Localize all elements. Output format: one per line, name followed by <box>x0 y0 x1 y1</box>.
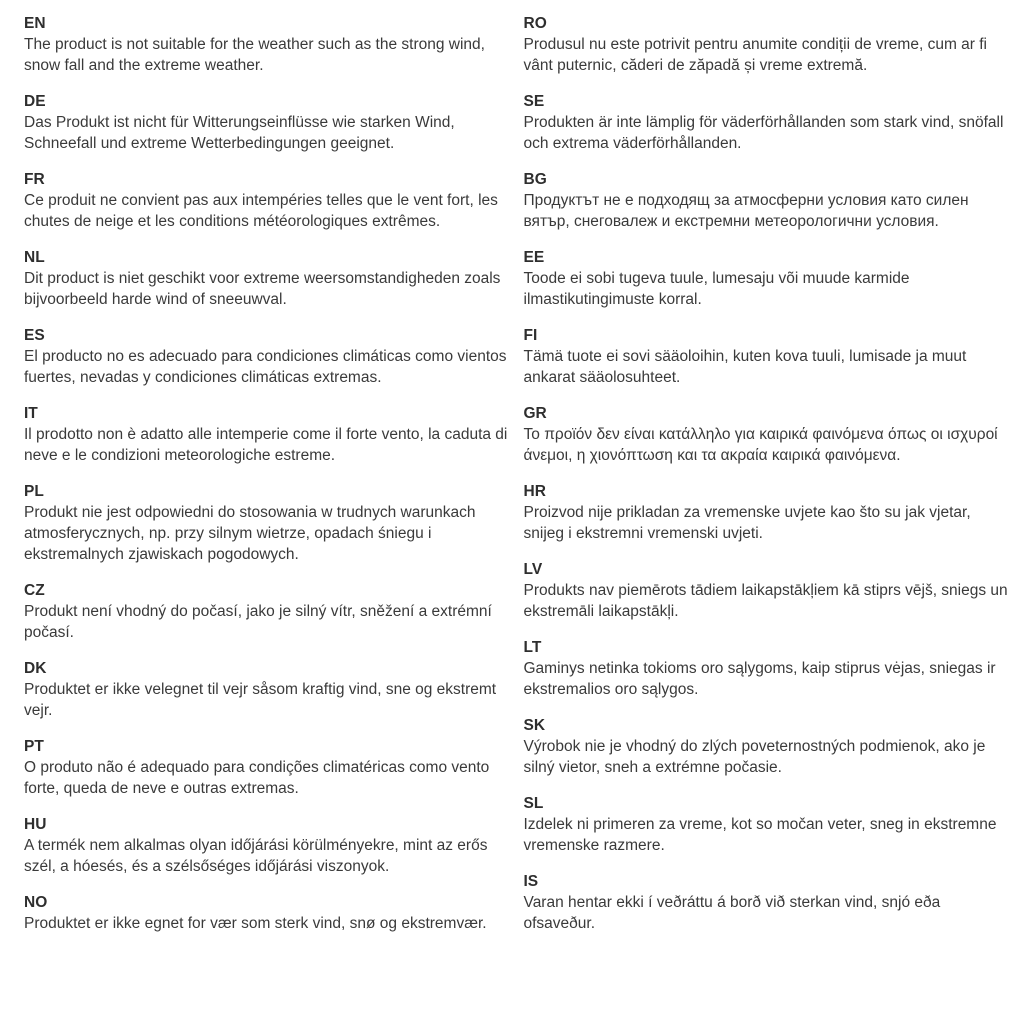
lang-text-fr: Ce produit ne convient pas aux intempéries telles que le vent fort, les chutes de neige et les conditions météorologiques extrêmes. <box>24 192 498 230</box>
lang-section-pt <box>24 736 511 799</box>
lang-text-pt: O produto não é adequado para condições climatéricas como vento forte, queda de neve e outras extremas. <box>24 759 490 797</box>
lang-section-sl <box>524 793 1011 856</box>
lang-section-bg <box>524 169 1011 232</box>
lang-section-gr <box>524 403 1011 466</box>
lang-text-ro: Produsul nu este potrivit pentru anumite condiții de vreme, cum ar fi vânt puternic, căderi de zăpadă și vreme extremă. <box>523 36 988 74</box>
lang-code-it: IT <box>24 405 38 422</box>
lang-section-no <box>24 892 511 934</box>
lang-code-hu: HU <box>24 816 47 833</box>
lang-code-bg: BG <box>523 171 547 188</box>
lang-section-cz <box>24 580 511 643</box>
lang-code-no: NO <box>24 894 48 911</box>
column-left <box>24 13 511 949</box>
lang-code-gr: GR <box>523 405 547 422</box>
lang-section-lv <box>524 559 1011 622</box>
lang-section-hu <box>24 814 511 877</box>
lang-code-pt: PT <box>24 738 44 755</box>
column-right <box>524 13 1011 949</box>
lang-section-en <box>24 13 511 76</box>
lang-text-se: Produkten är inte lämplig för väderförhållanden som stark vind, snöfall och extrema väderförhållanden. <box>523 114 1004 152</box>
lang-section-ro <box>524 13 1011 76</box>
lang-code-hr: HR <box>523 483 546 500</box>
lang-code-nl: NL <box>24 249 45 266</box>
lang-text-hu: A termék nem alkalmas olyan időjárási körülményekre, mint az erős szél, a hóesés, és a szélsőséges időjárási viszonyok. <box>24 837 488 875</box>
lang-text-dk: Produktet er ikke velegnet til vejr såsom kraftig vind, sne og ekstremt vejr. <box>24 681 497 719</box>
lang-code-lt: LT <box>523 639 542 656</box>
lang-code-dk: DK <box>24 660 47 677</box>
lang-text-ee: Toode ei sobi tugeva tuule, lumesaju või muude karmide ilmastikutingimuste korral. <box>523 270 910 308</box>
lang-code-sl: SL <box>523 795 544 812</box>
lang-text-sl: Izdelek ni primeren za vreme, kot so močan veter, sneg in ekstremne vremenske razmere. <box>523 816 997 854</box>
lang-section-de <box>24 91 511 154</box>
lang-code-sk: SK <box>523 717 546 734</box>
lang-code-ro: RO <box>523 15 547 32</box>
lang-code-es: ES <box>24 327 45 344</box>
lang-section-it <box>24 403 511 466</box>
lang-text-fi: Tämä tuote ei sovi sääoloihin, kuten kova tuuli, lumisade ja muut ankarat sääolosuhteet. <box>523 348 967 386</box>
lang-code-ee: EE <box>523 249 545 266</box>
lang-section-se <box>524 91 1011 154</box>
lang-section-is <box>524 871 1011 934</box>
lang-code-lv: LV <box>523 561 543 578</box>
lang-section-fi <box>524 325 1011 388</box>
lang-text-no: Produktet er ikke egnet for vær som sterk vind, snø og ekstremvær. <box>24 915 487 932</box>
lang-text-en: The product is not suitable for the weather such as the strong wind, snow fall and the extreme weather. <box>24 36 485 74</box>
lang-text-pl: Produkt nie jest odpowiedni do stosowania w trudnych warunkach atmosferycznych, np. przy silnym wietrze, opadach śniegu i ekstremalnych zjawiskach pogodowych. <box>24 504 476 563</box>
lang-text-lt: Gaminys netinka tokioms oro sąlygoms, kaip stiprus vėjas, sniegas ir ekstremalios oro sąlygos. <box>523 660 996 698</box>
lang-text-hr: Proizvod nije prikladan za vremenske uvjete kao što su jak vjetar, snijeg i ekstremni vremenski uvjeti. <box>523 504 971 542</box>
lang-section-nl <box>24 247 511 310</box>
lang-section-sk <box>524 715 1011 778</box>
lang-section-es <box>24 325 511 388</box>
lang-section-fr <box>24 169 511 232</box>
lang-section-pl <box>24 481 511 565</box>
lang-code-fi: FI <box>523 327 538 344</box>
lang-section-lt <box>524 637 1011 700</box>
lang-code-en: EN <box>24 15 46 32</box>
lang-code-cz: CZ <box>24 582 45 599</box>
lang-text-is: Varan hentar ekki í veðráttu á borð við sterkan vind, snjó eða ofsaveður. <box>523 894 941 932</box>
lang-text-es: El producto no es adecuado para condiciones climáticas como vientos fuertes, nevadas y condiciones climáticas extremas. <box>24 348 507 386</box>
lang-section-ee <box>524 247 1011 310</box>
lang-text-cz: Produkt není vhodný do počasí, jako je silný vítr, sněžení a extrémní počasí. <box>24 603 492 641</box>
lang-text-nl: Dit product is niet geschikt voor extreme weersomstandigheden zoals bijvoorbeeld harde wind of sneeuwval. <box>24 270 501 308</box>
lang-text-bg: Продуктът не е подходящ за атмосферни условия като силен вятър, снеговалеж и екстремни метеорологични условия. <box>523 192 969 230</box>
lang-code-pl: PL <box>24 483 44 500</box>
lang-text-lv: Produkts nav piemērots tādiem laikapstākļiem kā stiprs vējš, sniegs un ekstremāli laikapstākļi. <box>523 582 1008 620</box>
lang-text-gr: Το προϊόν δεν είναι κατάλληλο για καιρικά φαινόμενα όπως οι ισχυροί άνεμοι, η χιονόπτωση και τα ακραία καιρικά φαινόμενα. <box>523 426 998 464</box>
lang-text-it: Il prodotto non è adatto alle intemperie come il forte vento, la caduta di neve e le condizioni meteorologiche estreme. <box>24 426 508 464</box>
lang-code-se: SE <box>523 93 545 110</box>
lang-code-fr: FR <box>24 171 45 188</box>
lang-text-de: Das Produkt ist nicht für Witterungseinflüsse wie starken Wind, Schneefall und extreme Wetterbedingungen geeignet. <box>24 114 455 152</box>
lang-code-is: IS <box>523 873 539 890</box>
lang-section-hr <box>524 481 1011 544</box>
lang-text-sk: Výrobok nie je vhodný do zlých poveternostných podmienok, ako je silný vietor, sneh a extrémne počasie. <box>523 738 986 776</box>
lang-section-dk <box>24 658 511 721</box>
lang-code-de: DE <box>24 93 46 110</box>
